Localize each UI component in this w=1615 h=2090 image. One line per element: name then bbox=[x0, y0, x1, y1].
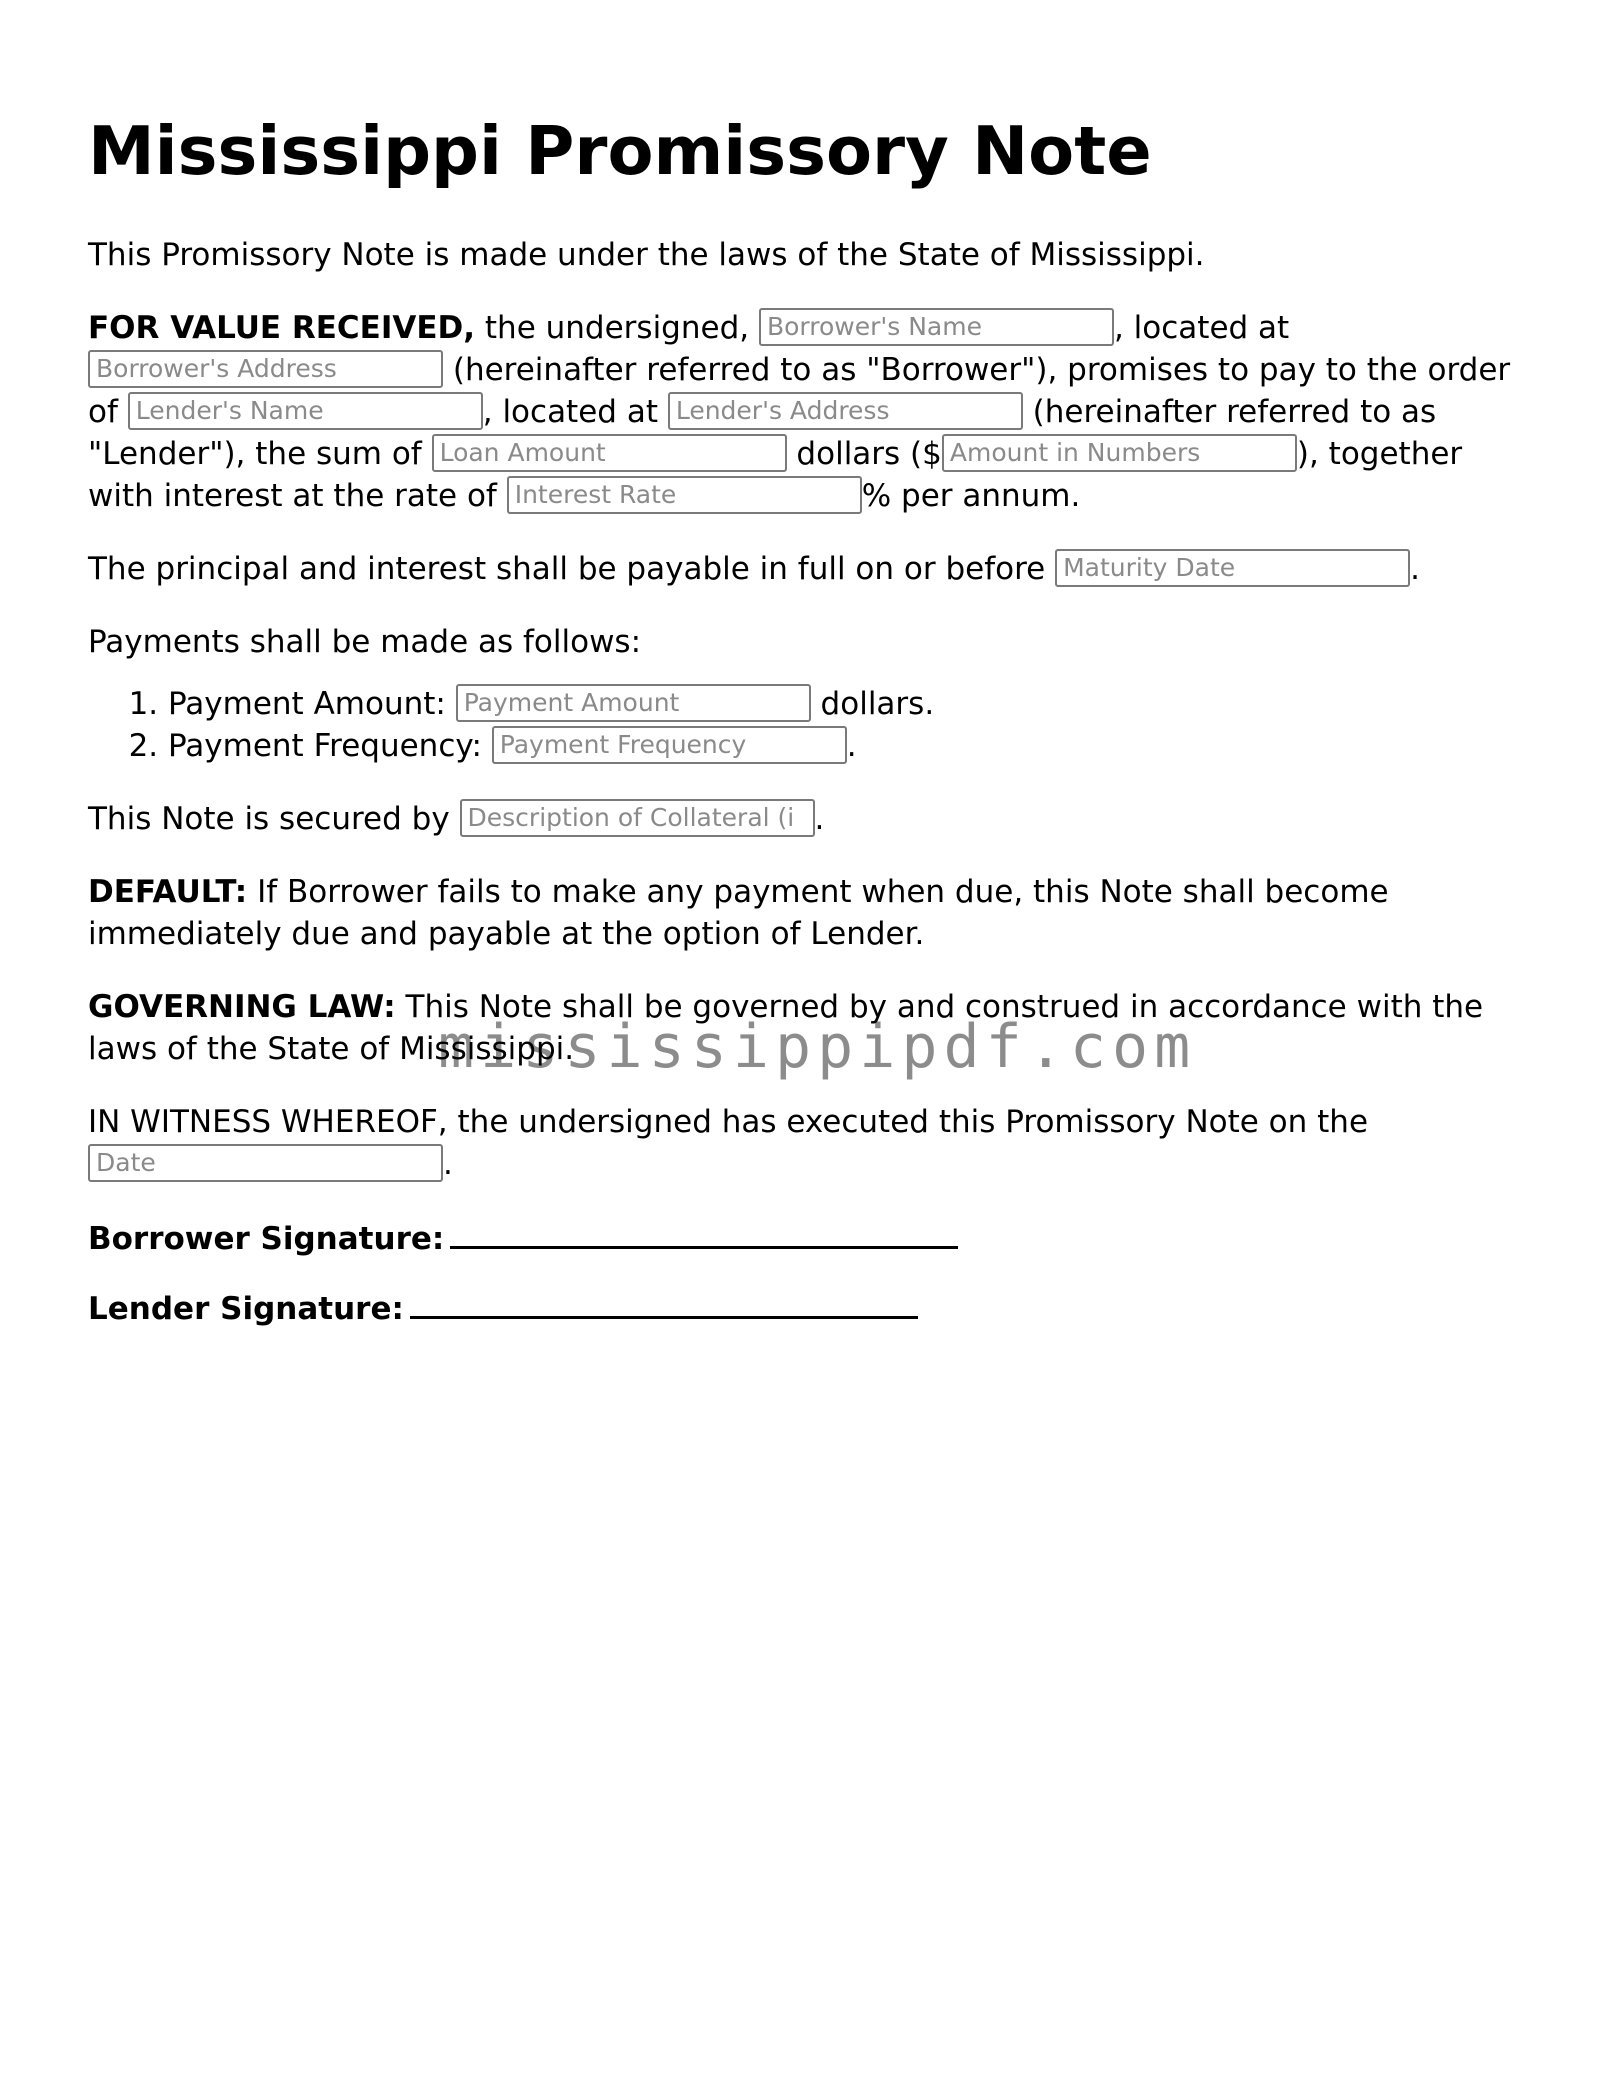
witness-paragraph: IN WITNESS WHEREOF, the undersigned has executed this Promissory Note on the Date. bbox=[88, 1101, 1528, 1185]
default-paragraph: DEFAULT: If Borrower fails to make any payment when due, this Note shall become immediately due and payable at the option of Lender. bbox=[88, 874, 1389, 952]
document bbox=[88, 106, 1528, 1356]
date-input[interactable] bbox=[88, 1144, 443, 1182]
list-item: 2. Payment Frequency: Payment Frequency . bbox=[168, 725, 1528, 767]
payments-intro: Payments shall be made as follows: bbox=[88, 624, 642, 660]
list-item: 1. Payment Amount: Payment Amount dollars. bbox=[168, 683, 1528, 725]
borrower-address-input[interactable] bbox=[88, 350, 443, 388]
value-received-label: FOR VALUE RECEIVED, bbox=[88, 310, 476, 346]
governing-law-paragraph: GOVERNING LAW: This Note shall be governed by and construed in accordance with the laws of the State of Mississippi. bbox=[88, 989, 1484, 1067]
collateral-input[interactable] bbox=[460, 799, 815, 837]
intro-paragraph: This Promissory Note is made under the laws of the State of Mississippi. bbox=[88, 237, 1205, 273]
lender-address-input[interactable] bbox=[668, 392, 1023, 430]
lender-signature-label: Lender Signature: bbox=[88, 1291, 404, 1327]
interest-rate-input[interactable] bbox=[507, 476, 862, 514]
default-label: DEFAULT: bbox=[88, 874, 248, 910]
lender-signature-row bbox=[88, 1286, 1528, 1330]
page-title: Mississippi Promissory Note bbox=[88, 112, 1152, 190]
payment-amount-input[interactable] bbox=[456, 684, 811, 722]
loan-amount-input[interactable] bbox=[432, 434, 787, 472]
watermark: mississippipdf.com bbox=[438, 1012, 1197, 1082]
borrower-signature-line[interactable] bbox=[450, 1216, 958, 1249]
governing-law-label: GOVERNING LAW: bbox=[88, 989, 396, 1025]
borrower-signature-row bbox=[88, 1216, 1528, 1260]
maturity-paragraph: The principal and interest shall be payable in full on or before Maturity Date . bbox=[88, 548, 1528, 590]
borrower-signature-label: Borrower Signature: bbox=[88, 1221, 445, 1257]
lender-signature-line[interactable] bbox=[410, 1286, 918, 1319]
secured-paragraph: This Note is secured by Description of Collateral (i . bbox=[88, 798, 1528, 840]
maturity-date-input[interactable] bbox=[1055, 549, 1410, 587]
value-received-paragraph: FOR VALUE RECEIVED, the undersigned, Borrower's Name , located at Borrower's Address (hereinafter referred to as "Borrower"), promises to pay to the order of Lender's Name , located at Lender's Address (hereinafter referred to as "Lender"), the sum of Loan Amount dollars ($Amount in Numbers ), together with interest at the rate of Interest Rate % per annum. bbox=[88, 307, 1528, 517]
amount-in-numbers-input[interactable] bbox=[942, 434, 1297, 472]
lender-name-input[interactable] bbox=[128, 392, 483, 430]
payment-frequency-input[interactable] bbox=[492, 726, 847, 764]
borrower-name-input[interactable] bbox=[759, 308, 1114, 346]
payments-list bbox=[88, 683, 1528, 767]
